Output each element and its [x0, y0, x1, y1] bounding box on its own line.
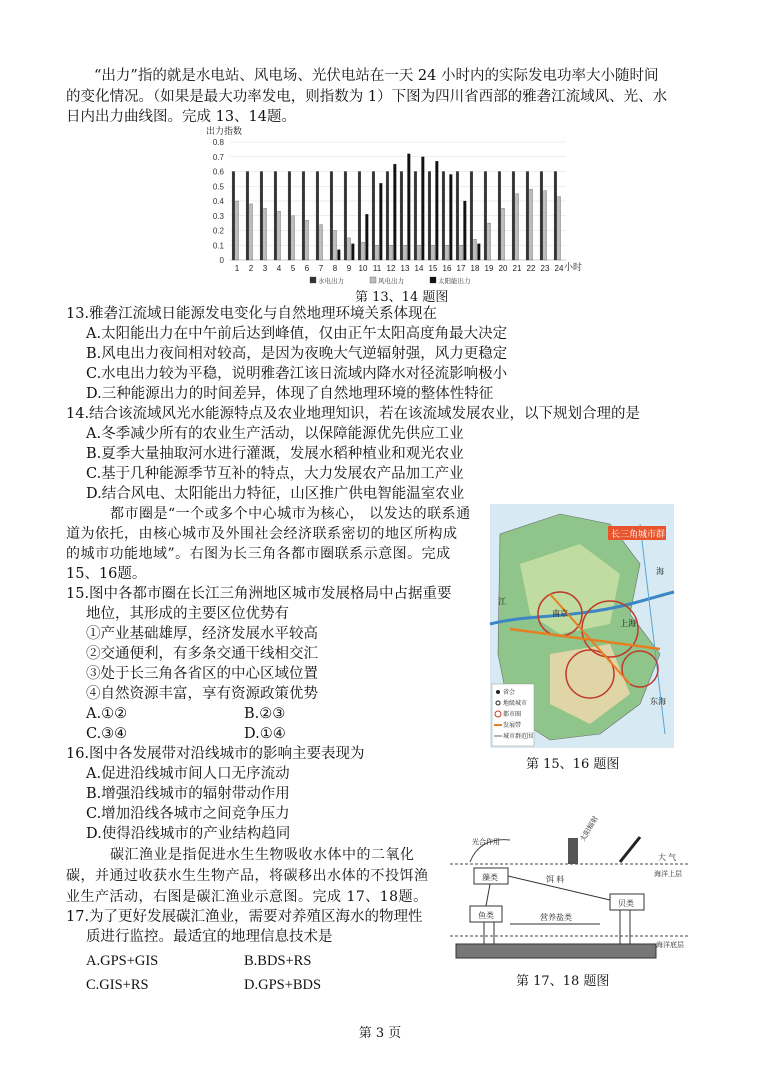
- x-tick-label: 14: [414, 264, 424, 273]
- q15-item-4: ④自然资源丰富，享有资源政策优势: [86, 686, 318, 702]
- bar-2-17: [463, 201, 466, 260]
- intro-line-2: 的变化情况。（如果是最大功率发电，则指数为 1）下图为四川省西部的雅砻江流域风、光、水: [66, 89, 668, 105]
- label-ocean-bottom: 海洋底层: [656, 942, 684, 949]
- intro2-line-4: 15、16题。: [66, 566, 147, 582]
- bar-0-5: [288, 172, 291, 261]
- legend-label-0: 水电出力: [318, 278, 344, 285]
- q16-option-d: D.使得沿线城市的产业结构趋同: [86, 826, 291, 842]
- bar-0-8: [330, 172, 333, 261]
- q17-choice-b: B.BDS+RS: [244, 953, 312, 969]
- bar-1-11: [376, 245, 379, 260]
- intro3-line-1: 碳汇渔业是指促进水生生物吸收水体中的二氧化: [110, 847, 415, 863]
- intro3-line-3: 业生产活动，右图是碳汇渔业示意图。完成 17、18题。: [66, 889, 428, 905]
- x-tick-label: 4: [276, 264, 282, 273]
- bar-0-7: [316, 172, 319, 261]
- bar-1-17: [460, 245, 463, 260]
- bar-1-20: [502, 208, 505, 260]
- q14-stem: 14.结合该流域风光水能源特点及农业地理知识，若在该流域发展农业，以下规划合理的是: [66, 406, 641, 422]
- q15-choice-b: B.②③: [244, 706, 286, 722]
- q13-option-a: A.太阳能出力在中午前后达到峰值，仅由正午太阳高度角最大决定: [86, 326, 508, 342]
- bar-1-3: [264, 208, 267, 260]
- q15-item-3: ③处于长三角各省区的中心区域位置: [86, 666, 318, 682]
- q16-option-a: A.促进沿线城市间人口无序流动: [86, 766, 290, 782]
- bar-1-10: [362, 242, 365, 260]
- yangtze-delta-map: [490, 504, 674, 748]
- legend-swatch-2: [430, 277, 436, 283]
- q17-choice-a: A.GPS+GIS: [86, 953, 159, 969]
- q14-option-d: D.结合风电、太阳能出力特征，山区推广供电智能温室农业: [86, 486, 465, 502]
- page-number: 第 3 页: [358, 1026, 402, 1041]
- q15-item-2: ②交通便利，有多条交通干线相交汇: [86, 646, 318, 662]
- bar-0-16: [442, 172, 445, 261]
- bar-0-11: [372, 172, 375, 261]
- bar-1-2: [250, 204, 253, 260]
- bar-2-10: [365, 214, 368, 260]
- bar-1-21: [516, 194, 519, 260]
- legend-swatch-0: [310, 277, 316, 283]
- x-tick-label: 1: [234, 264, 240, 273]
- x-tick-label: 20: [498, 264, 508, 273]
- intro2-line-2: 道为依托，由核心城市及外围社会经济联系密切的地区所构成: [66, 526, 458, 542]
- bar-1-14: [418, 245, 421, 260]
- bar-1-22: [530, 189, 533, 260]
- map-legend-0: 省会: [503, 690, 516, 696]
- x-tick-label: 22: [526, 264, 536, 273]
- bar-1-8: [334, 231, 337, 261]
- q13-option-b: B.风电出力夜间相对较高，是因为夜晚大气逆辐射强，风力更稳定: [86, 346, 508, 362]
- x-tick-label: 7: [318, 264, 324, 273]
- bar-0-4: [274, 172, 277, 261]
- x-tick-label: 10: [358, 264, 368, 273]
- bar-1-6: [306, 220, 309, 260]
- bar-1-16: [446, 245, 449, 260]
- y-tick-label: 0.8: [212, 138, 224, 147]
- label-solar-radiation: 太阳辐射: [579, 815, 600, 843]
- bar-0-21: [512, 172, 515, 261]
- x-tick-label: 24: [554, 264, 564, 273]
- y-tick-label: 0.6: [212, 167, 224, 177]
- q14-option-b: B.夏季大量抽取河水进行灌溉，发展水稻种植业和观光农业: [86, 446, 464, 462]
- q14-option-c: C.基于几种能源季节互补的特点，大力发展农产品加工产业: [86, 466, 464, 482]
- label-algae: 藻类: [482, 873, 498, 882]
- map-label-hai: 海: [656, 567, 664, 576]
- y-tick-label: 0.3: [212, 211, 224, 221]
- figure-caption-15-16: 第 15、16 题图: [526, 757, 620, 772]
- q16-option-b: B.增强沿线城市的辐射带动作用: [86, 786, 290, 802]
- x-axis-label: 小时: [564, 262, 583, 272]
- bar-0-22: [526, 172, 529, 261]
- bar-0-3: [260, 172, 263, 261]
- bar-0-23: [540, 172, 543, 261]
- bar-2-12: [393, 164, 396, 260]
- label-photosynthesis: 光合作用: [472, 839, 500, 846]
- bar-0-17: [456, 172, 459, 261]
- map-label-nanjing: 南京: [552, 609, 568, 618]
- q17-stem-1: 17.为了更好发展碳汇渔业，需要对养殖区海水的物理性: [66, 909, 423, 925]
- bar-0-12: [386, 172, 389, 261]
- q15-choice-a: A.①②: [86, 706, 128, 722]
- x-tick-label: 21: [512, 264, 522, 273]
- map-legend-3: 发展带: [503, 723, 522, 729]
- bar-1-19: [488, 223, 491, 260]
- map-label-donghai: 东海: [650, 697, 666, 706]
- bar-2-9: [351, 244, 354, 260]
- bar-0-6: [302, 172, 305, 261]
- x-tick-label: 8: [332, 264, 338, 273]
- bar-1-23: [544, 191, 547, 260]
- q16-stem: 16.图中各发展带对沿线城市的影响主要表现为: [66, 746, 365, 762]
- label-fish: 鱼类: [478, 911, 494, 920]
- bar-0-9: [344, 172, 347, 261]
- map-legend-2: 都市圈: [503, 712, 522, 718]
- q13-option-c: C.水电出力较为平稳，说明雅砻江该日流域内降水对径流影响极小: [86, 366, 508, 382]
- x-tick-label: 17: [456, 264, 466, 273]
- bar-1-18: [474, 239, 477, 260]
- legend-label-1: 风电出力: [378, 278, 404, 285]
- bar-0-2: [246, 172, 249, 261]
- x-tick-label: 16: [442, 264, 452, 273]
- bar-0-20: [498, 172, 501, 261]
- q17-stem-2: 质进行监控。最适宜的地理信息技术是: [86, 929, 333, 945]
- x-tick-label: 11: [372, 264, 382, 273]
- intro3-line-2: 碳，并通过收获水生生物产品，将碳移出水体的不投饵渔: [66, 868, 429, 884]
- intro2-line-3: 的城市功能地域”。右图为长三角各都市圈联系示意图。完成: [66, 546, 451, 562]
- label-upper-ocean: 海洋上层: [654, 871, 682, 878]
- bar-2-15: [435, 161, 438, 260]
- x-tick-label: 13: [400, 264, 410, 273]
- q14-option-a: A.冬季减少所有的农业生产活动，以保障能源优先供应工业: [86, 426, 464, 442]
- y-tick-label: 0.5: [212, 182, 224, 192]
- carbon-fishery-diagram: [450, 815, 690, 968]
- bar-2-14: [421, 157, 424, 260]
- q15-stem-1: 15.图中各都市圈在长江三角洲地区城市发展格局中占据重要: [66, 586, 452, 602]
- x-tick-label: 15: [428, 264, 438, 273]
- y-tick-label: 0.4: [212, 197, 224, 206]
- bar-0-24: [554, 172, 557, 261]
- intro-line-3: 日内出力曲线图。完成 13、14题。: [66, 109, 297, 125]
- x-tick-label: 12: [386, 264, 396, 273]
- bar-2-8: [337, 250, 340, 260]
- x-tick-label: 18: [470, 264, 480, 273]
- q17-choice-d: D.GPS+BDS: [244, 977, 322, 993]
- q15-choice-d: D.①④: [244, 726, 286, 742]
- map-legend-1: 地级城市: [503, 701, 528, 707]
- legend-label-2: 太阳能出力: [438, 278, 471, 285]
- q15-stem-2: 地位，其形成的主要区位优势有: [86, 606, 289, 622]
- bar-1-4: [278, 211, 281, 260]
- figure-caption-17-18: 第 17、18 题图: [516, 974, 610, 989]
- chart-title: 出力指数: [206, 126, 243, 136]
- map-label-shanghai: 上海: [620, 619, 636, 628]
- x-tick-label: 2: [248, 264, 254, 273]
- bar-1-13: [404, 245, 407, 260]
- bar-1-9: [348, 238, 351, 260]
- q13-stem: 13.雅砻江流域日能源发电变化与自然地理环境关系体现在: [66, 306, 438, 322]
- label-bait: 饵 料: [546, 875, 565, 884]
- y-tick-label: 0: [219, 256, 224, 265]
- q13-option-d: D.三种能源出力的时间差异，体现了自然地理环境的整体性特征: [86, 386, 494, 402]
- bar-0-1: [232, 172, 235, 261]
- bar-0-13: [400, 172, 403, 261]
- x-tick-label: 9: [346, 264, 352, 273]
- label-atmosphere: 大 气: [658, 853, 677, 862]
- x-tick-label: 23: [540, 264, 550, 273]
- label-shellfish: 贝类: [618, 899, 634, 908]
- legend-swatch-1: [370, 277, 376, 283]
- bar-2-11: [379, 183, 382, 260]
- x-tick-label: 19: [484, 264, 494, 273]
- bar-2-18: [477, 244, 480, 260]
- bar-1-24: [558, 197, 561, 260]
- intro-line-1: “出力”指的就是水电站、风电场、光伏电站在一天 24 小时内的实际发电功率大小随时间: [94, 68, 659, 84]
- bar-1-12: [390, 245, 393, 260]
- x-tick-label: 3: [262, 264, 268, 273]
- bar-0-15: [428, 172, 431, 261]
- figure-caption-13-14: 第 13、14 题图: [355, 290, 449, 305]
- q17-choice-c: C.GIS+RS: [86, 977, 149, 993]
- bar-1-5: [292, 216, 295, 260]
- y-tick-label: 0.7: [212, 152, 224, 162]
- intro2-line-1: 都市圈是“一个或多个中心城市为核心， 以发达的联系通: [110, 506, 471, 522]
- bar-0-14: [414, 172, 417, 261]
- y-tick-label: 0.2: [212, 226, 224, 236]
- x-tick-label: 6: [304, 264, 310, 273]
- x-tick-label: 5: [290, 264, 296, 273]
- map-title: 长三角城市群: [611, 529, 666, 539]
- bar-0-19: [484, 172, 487, 261]
- y-tick-label: 0.1: [212, 241, 224, 251]
- bar-0-18: [470, 172, 473, 261]
- label-nutrients: 营养盐类: [540, 913, 572, 922]
- bar-1-7: [320, 225, 323, 260]
- map-legend-4: 城市群范围: [503, 734, 534, 740]
- bar-2-16: [449, 174, 452, 260]
- bar-1-15: [432, 245, 435, 260]
- q15-choice-c: C.③④: [86, 726, 128, 742]
- bar-0-10: [358, 172, 361, 261]
- bar-1-1: [236, 201, 239, 260]
- q15-item-1: ①产业基础雄厚，经济发展水平较高: [86, 626, 318, 642]
- output-index-chart: [200, 124, 583, 290]
- bar-2-13: [407, 154, 410, 260]
- map-label-jiang: 江: [498, 597, 506, 606]
- q16-option-c: C.增加沿线各城市之间竞争压力: [86, 806, 290, 822]
